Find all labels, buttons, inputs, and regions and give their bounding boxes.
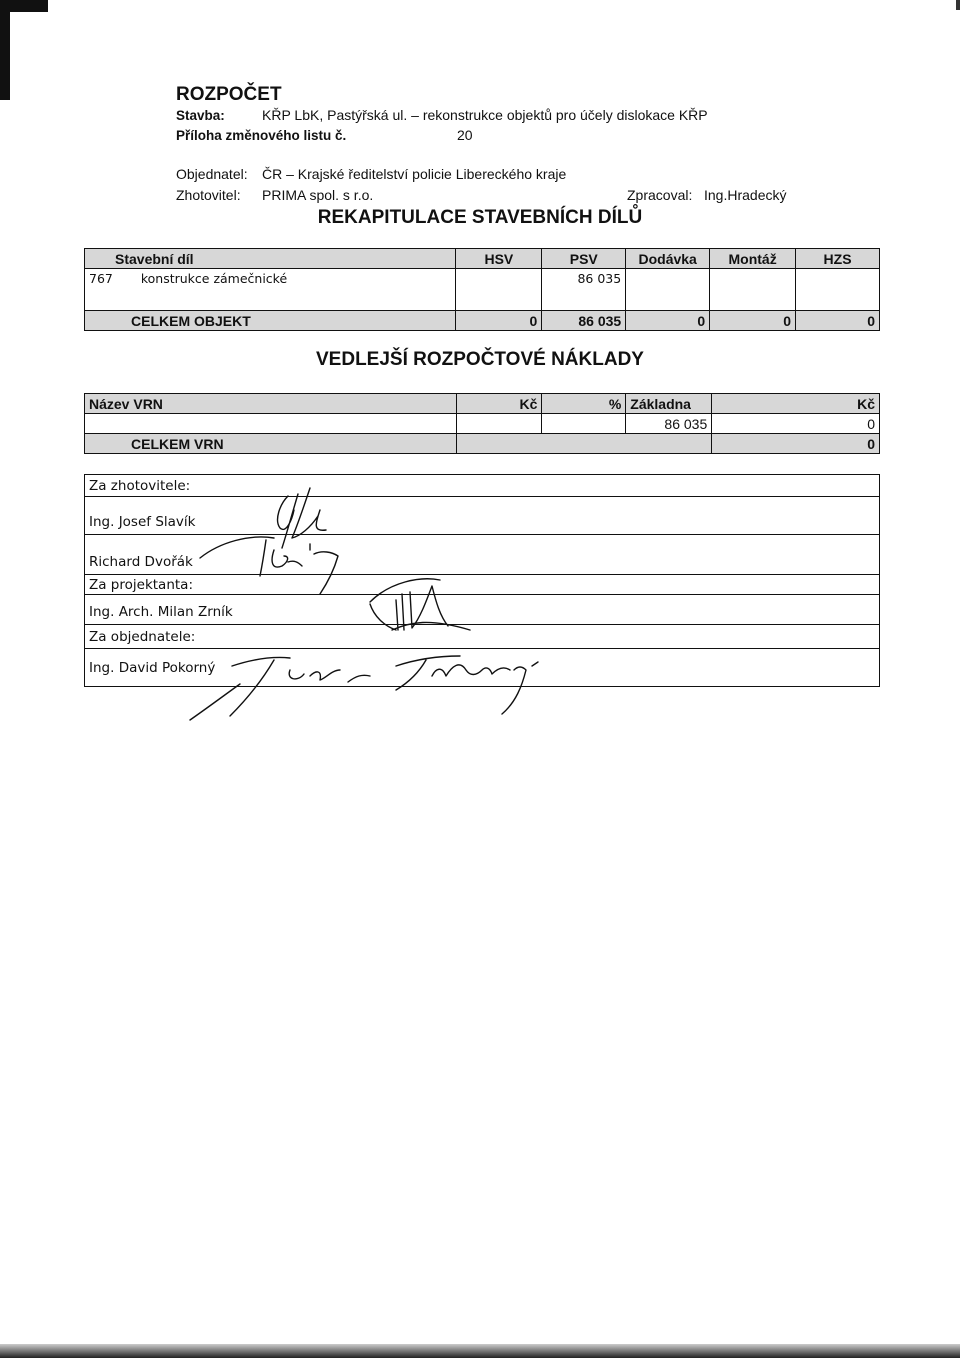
table-row (85, 269, 880, 289)
signatory-name: Ing. Josef Slavík (85, 497, 880, 535)
zpracoval-label: Zpracoval: (627, 187, 693, 203)
signatory-name: Ing. David Pokorný (85, 649, 880, 687)
signoff-table (84, 474, 880, 687)
vrn-total-label: CELKEM VRN (85, 434, 457, 454)
col-hsv: HSV (456, 249, 542, 269)
objednatel-section-label: Za objednatele: (85, 625, 880, 649)
signatory-name: Richard Dvořák (85, 535, 880, 575)
col-stavebni-dil: Stavební díl (85, 249, 456, 269)
total-hzs: 0 (796, 311, 880, 331)
row-hsv (456, 269, 542, 289)
row-name: konstrukce zámečnické (140, 271, 288, 287)
zhotovitel-label: Zhotovitel: (176, 187, 241, 203)
col-kc: Kč (456, 394, 542, 414)
vrn-heading: VEDLEJŠÍ ROZPOČTOVÉ NÁKLADY (316, 349, 644, 370)
scan-edge (0, 1344, 960, 1358)
signoff-row (85, 475, 880, 497)
signoff-row (85, 649, 880, 687)
col-kc-total: Kč (712, 394, 880, 414)
zhotovitel-value: PRIMA spol. s r.o. (262, 187, 374, 203)
col-psv: PSV (542, 249, 626, 269)
signoff-row (85, 575, 880, 595)
recap-table (84, 248, 880, 331)
scan-edge (0, 0, 10, 100)
col-procento: % (542, 394, 626, 414)
page-title: ROZPOČET (176, 84, 282, 105)
total-label: CELKEM OBJEKT (85, 311, 456, 331)
signoff-row (85, 535, 880, 575)
objednatel-value: ČR – Krajské ředitelství policie Libereckého kraje (262, 166, 567, 182)
row-dil (85, 269, 456, 289)
col-montaz: Montáž (710, 249, 796, 269)
total-hsv: 0 (456, 311, 542, 331)
vrn-zakladna: 86 035 (626, 414, 712, 434)
vrn-total-row (85, 434, 880, 454)
zhotovitel-section-label: Za zhotovitele: (85, 475, 880, 497)
total-montaz: 0 (710, 311, 796, 331)
priloha-label: Příloha změnového listu č. (176, 128, 347, 143)
stavba-value: KŘP LbK, Pastýřská ul. – rekonstrukce objektů pro účely dislokace KŘP (262, 107, 708, 123)
recap-heading: REKAPITULACE STAVEBNÍCH DÍLŮ (317, 207, 643, 228)
vrn-kc: 0 (712, 414, 880, 434)
vrn-table (84, 393, 880, 454)
table-row-spacer (85, 289, 880, 311)
projektant-section-label: Za projektanta: (85, 575, 880, 595)
row-montaz (710, 269, 796, 289)
recap-header-row (85, 249, 880, 269)
stavba-label: Stavba: (176, 108, 225, 123)
row-dodavka (626, 269, 710, 289)
row-psv: 86 035 (542, 269, 626, 289)
vrn-header-row (85, 394, 880, 414)
zpracoval-value: Ing.Hradecký (704, 187, 787, 203)
signoff-row (85, 497, 880, 535)
row-hzs (796, 269, 880, 289)
col-hzs: HZS (796, 249, 880, 269)
col-dodavka: Dodávka (626, 249, 710, 269)
signoff-row (85, 625, 880, 649)
recap-total-row (85, 311, 880, 331)
priloha-value: 20 (457, 127, 473, 143)
total-psv: 86 035 (542, 311, 626, 331)
objednatel-label: Objednatel: (176, 166, 248, 182)
col-zakladna: Základna (626, 394, 712, 414)
signoff-row (85, 595, 880, 625)
total-dodavka: 0 (626, 311, 710, 331)
table-row (85, 414, 880, 434)
col-nazev-vrn: Název VRN (85, 394, 457, 414)
vrn-total-kc: 0 (712, 434, 880, 454)
row-code: 767 (89, 271, 113, 287)
scan-edge (956, 0, 960, 10)
signatory-name: Ing. Arch. Milan Zrník (85, 595, 880, 625)
